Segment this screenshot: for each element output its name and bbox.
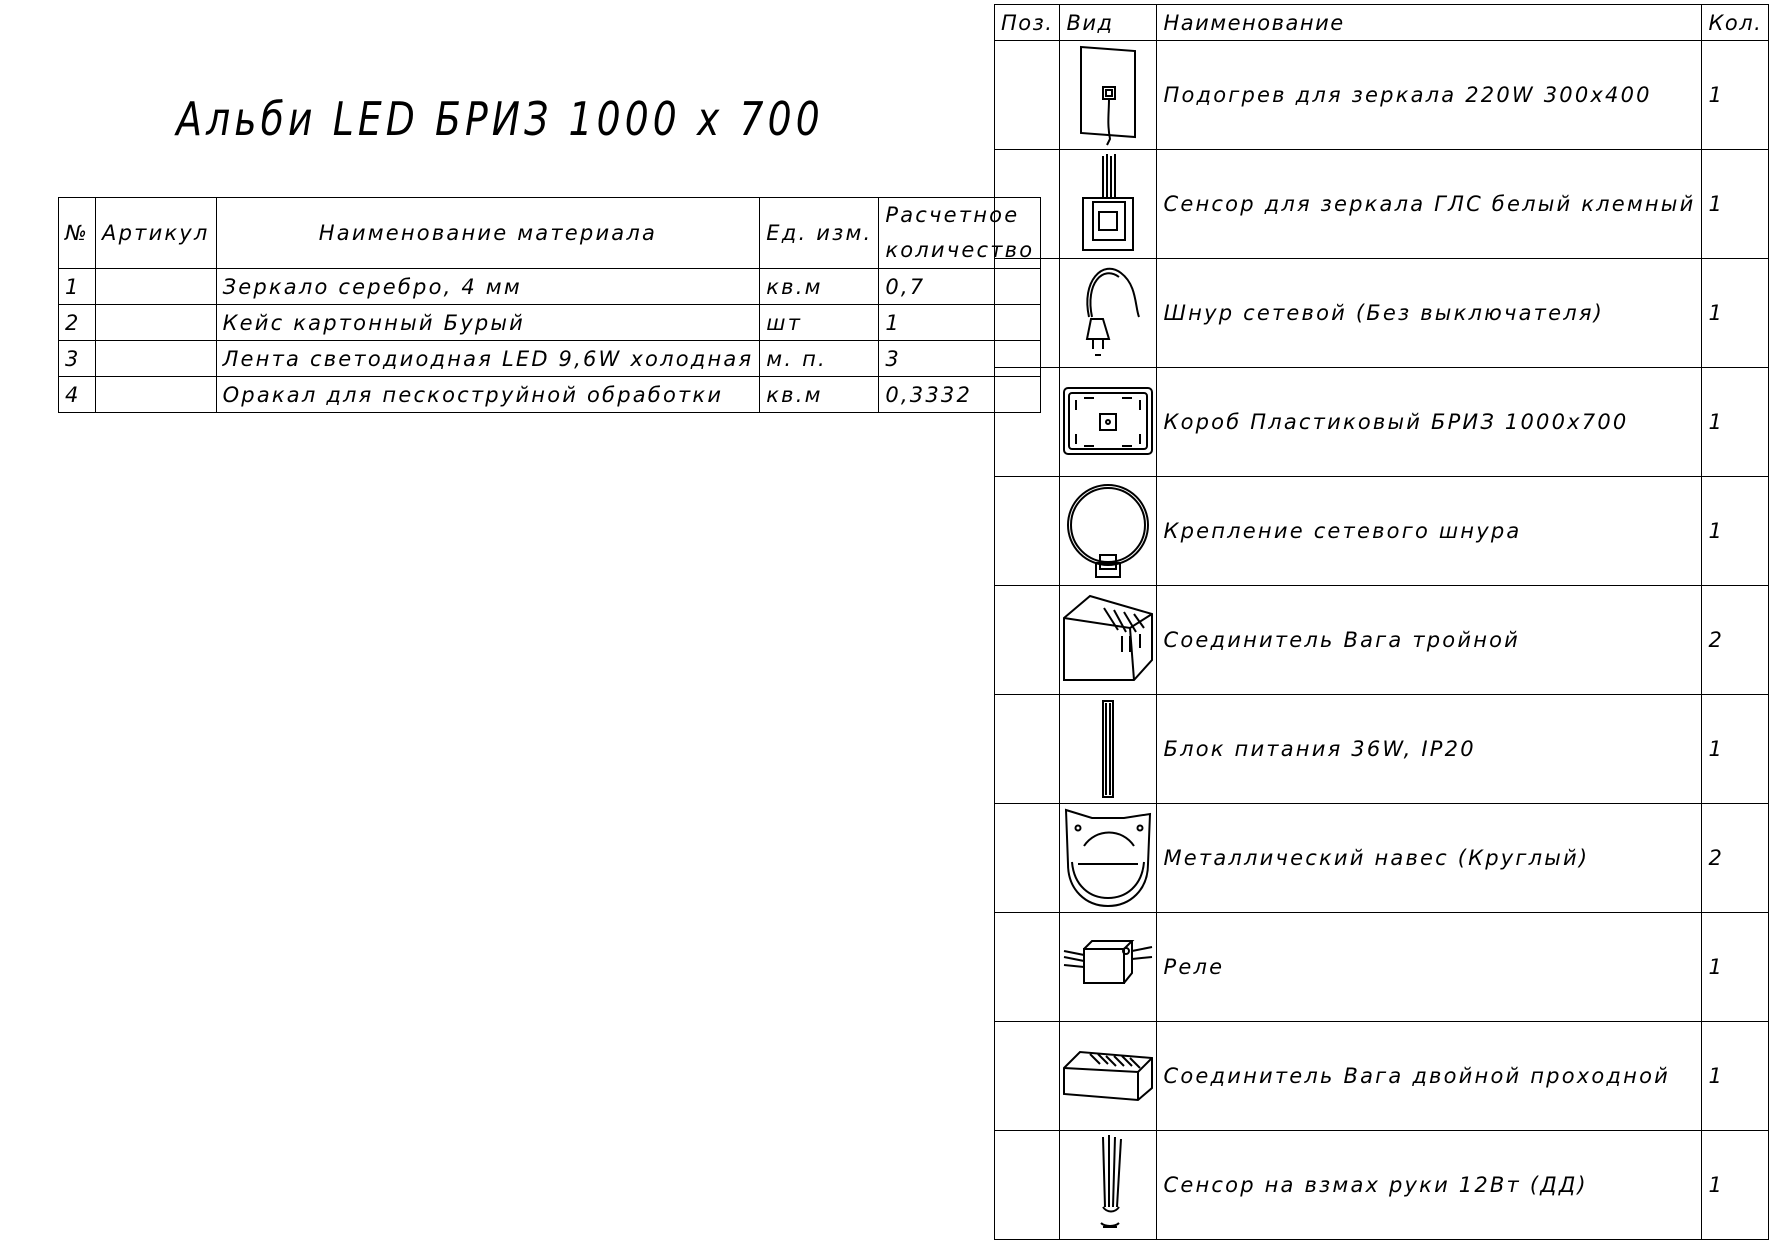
row-position (995, 259, 1060, 368)
relay-icon (1060, 915, 1156, 1019)
row-component-name: Соединитель Вага тройной (1157, 586, 1702, 695)
header-unit: Ед. изм. (760, 198, 879, 269)
row-material-name: Лента светодиодная LED 9,6W холодная (216, 341, 760, 377)
wave-sensor-icon (1063, 1133, 1153, 1237)
row-component-qty: 1 (1702, 259, 1769, 368)
components-header-row (995, 5, 1769, 41)
row-position (995, 41, 1060, 150)
power-cord-icon (1063, 261, 1153, 365)
row-component-name: Сенсор для зеркала ГЛС белый клемный (1157, 150, 1702, 259)
row-position (995, 804, 1060, 913)
table-row (59, 341, 1041, 377)
row-component-qty: 2 (1702, 804, 1769, 913)
header-quantity-line1: Расчетное (885, 203, 1020, 227)
table-row (995, 695, 1769, 804)
header-view: Вид (1060, 5, 1157, 41)
materials-header-row (59, 198, 1041, 269)
header-article: Артикул (96, 198, 217, 269)
table-row (995, 477, 1769, 586)
row-view (1060, 368, 1157, 477)
table-row (59, 269, 1041, 305)
mirror-heater-icon (1063, 43, 1153, 147)
page-title: Альби LED БРИЗ 1000 x 700 (176, 92, 824, 146)
metal-hanger-icon (1060, 806, 1156, 910)
header-material-name: Наименование материала (216, 198, 760, 269)
row-quantity: 0,7 (879, 269, 1041, 305)
table-row (995, 368, 1769, 477)
row-view (1060, 586, 1157, 695)
table-row (995, 586, 1769, 695)
row-component-qty: 1 (1702, 1022, 1769, 1131)
row-num: 2 (59, 305, 96, 341)
row-quantity: 1 (879, 305, 1041, 341)
row-article (96, 269, 217, 305)
header-quantity-line2: количество (885, 238, 1035, 262)
table-row (995, 41, 1769, 150)
row-component-name: Сенсор на взмах руки 12Вт (ДД) (1157, 1131, 1702, 1240)
power-supply-icon (1063, 697, 1153, 801)
row-unit: м. п. (760, 341, 879, 377)
header-position: Поз. (995, 5, 1060, 41)
row-component-qty: 1 (1702, 368, 1769, 477)
row-view (1060, 1131, 1157, 1240)
plastic-box-icon (1060, 370, 1156, 474)
row-component-qty: 1 (1702, 477, 1769, 586)
row-view (1060, 150, 1157, 259)
row-component-qty: 1 (1702, 695, 1769, 804)
row-num: 4 (59, 377, 96, 413)
table-row (995, 150, 1769, 259)
row-component-qty: 1 (1702, 41, 1769, 150)
row-view (1060, 1022, 1157, 1131)
row-view (1060, 913, 1157, 1022)
table-row (995, 259, 1769, 368)
row-component-name: Реле (1157, 913, 1702, 1022)
row-unit: шт (760, 305, 879, 341)
table-row (59, 377, 1041, 413)
table-row (995, 1131, 1769, 1240)
row-position (995, 913, 1060, 1022)
row-component-name: Шнур сетевой (Без выключателя) (1157, 259, 1702, 368)
row-component-qty: 1 (1702, 1131, 1769, 1240)
row-position (995, 695, 1060, 804)
row-article (96, 377, 217, 413)
row-quantity: 3 (879, 341, 1041, 377)
row-component-qty: 1 (1702, 913, 1769, 1022)
header-component-qty: Кол. (1702, 5, 1769, 41)
row-component-qty: 1 (1702, 150, 1769, 259)
row-view (1060, 695, 1157, 804)
row-num: 3 (59, 341, 96, 377)
triple-connector-icon (1060, 588, 1156, 692)
row-article (96, 341, 217, 377)
row-component-name: Крепление сетевого шнура (1157, 477, 1702, 586)
double-connector-icon (1060, 1024, 1156, 1128)
table-row (59, 305, 1041, 341)
row-material-name: Кейс картонный Бурый (216, 305, 760, 341)
row-position (995, 477, 1060, 586)
row-component-name: Соединитель Вага двойной проходной (1157, 1022, 1702, 1131)
row-material-name: Оракал для пескоструйной обработки (216, 377, 760, 413)
row-view (1060, 477, 1157, 586)
table-row (995, 1022, 1769, 1131)
row-unit: кв.м (760, 377, 879, 413)
row-position (995, 368, 1060, 477)
row-component-name: Металлический навес (Круглый) (1157, 804, 1702, 913)
row-view (1060, 259, 1157, 368)
row-component-name: Блок питания 36W, IP20 (1157, 695, 1702, 804)
row-position (995, 1022, 1060, 1131)
row-component-qty: 2 (1702, 586, 1769, 695)
row-position (995, 586, 1060, 695)
components-table (994, 4, 1769, 1240)
table-row (995, 913, 1769, 1022)
cable-clip-icon (1063, 479, 1153, 583)
row-unit: кв.м (760, 269, 879, 305)
row-component-name: Подогрев для зеркала 220W 300x400 (1157, 41, 1702, 150)
row-component-name: Короб Пластиковый БРИЗ 1000x700 (1157, 368, 1702, 477)
row-position (995, 150, 1060, 259)
row-position (995, 1131, 1060, 1240)
row-quantity: 0,3332 (879, 377, 1041, 413)
row-view (1060, 804, 1157, 913)
row-view (1060, 41, 1157, 150)
row-material-name: Зеркало серебро, 4 мм (216, 269, 760, 305)
table-row (995, 804, 1769, 913)
touch-sensor-icon (1063, 152, 1153, 256)
materials-table (58, 197, 1041, 413)
header-component-name: Наименование (1157, 5, 1702, 41)
row-num: 1 (59, 269, 96, 305)
row-article (96, 305, 217, 341)
header-num: № (59, 198, 96, 269)
